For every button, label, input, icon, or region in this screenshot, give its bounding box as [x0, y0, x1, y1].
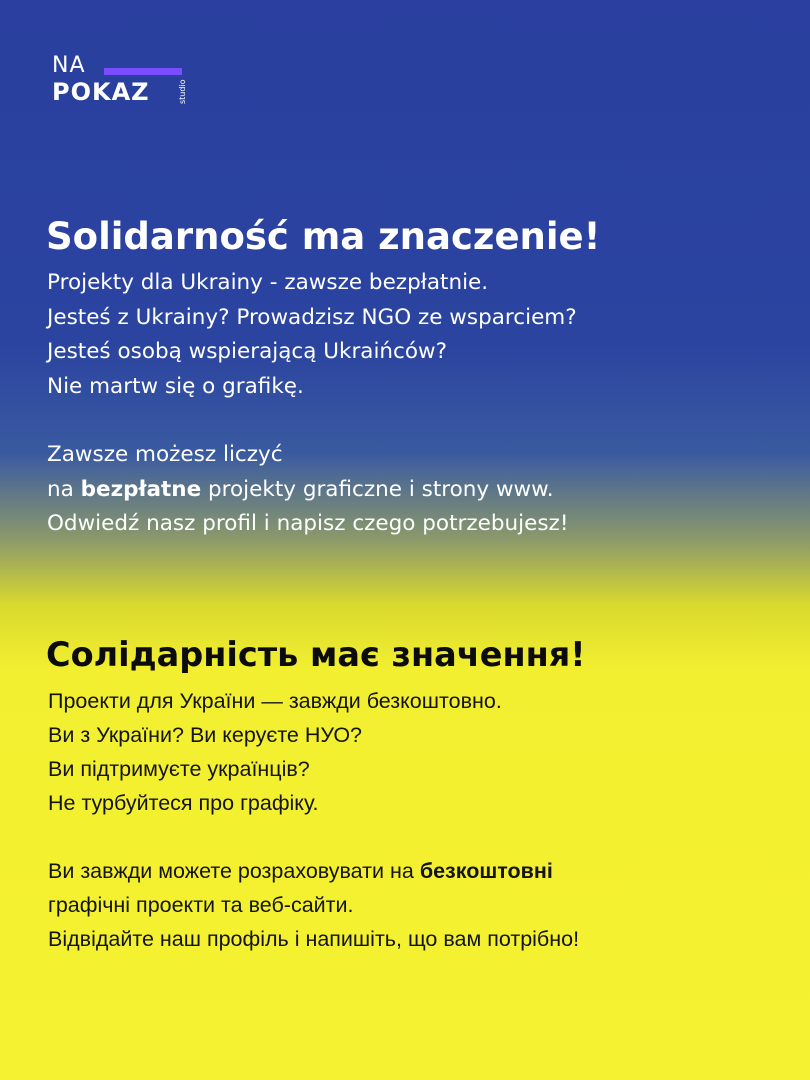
- polish-line-6: [47, 473, 577, 508]
- polish-line-2: Jesteś z Ukrainy? Prowadzisz NGO ze wsparciem?: [47, 304, 577, 330]
- ukrainian-line-7: Відвідайте наш профіль і напишіть, що вам потрібно!: [48, 927, 580, 951]
- paragraph-spacer: [47, 404, 577, 438]
- polish-free-emphasis: bezpłatne: [80, 476, 202, 502]
- ukrainian-line-2: Ви з України? Ви керуєте НУО?: [48, 723, 363, 747]
- polish-line-6-prefix: na: [47, 476, 81, 502]
- polish-heading: Solidarność ma znaczenie!: [46, 215, 601, 258]
- ukrainian-line-6: графічні проекти та веб-сайти.: [48, 893, 354, 917]
- polish-line-3: Jesteś osobą wspierającą Ukraińców?: [47, 339, 448, 364]
- ukrainian-line-4: Не турбуйтеся про графіку.: [48, 791, 319, 815]
- ukrainian-line-3: Ви підтримуєте українців?: [48, 757, 310, 781]
- ukrainian-heading: Солідарність має значення!: [46, 635, 586, 674]
- logo-na-text: NA: [52, 53, 86, 78]
- paragraph-spacer: [48, 820, 579, 854]
- ukrainian-free-emphasis: безкоштовні: [419, 859, 553, 883]
- logo-studio-text: studio: [178, 79, 187, 104]
- polish-line-5: Zawsze możesz liczyć: [47, 442, 283, 467]
- ukrainian-line-5: [48, 854, 579, 888]
- polish-line-1: Projekty dla Ukrainy - zawsze bezpłatnie.: [47, 270, 489, 295]
- ukrainian-message: [48, 684, 579, 956]
- logo-accent-bar: [104, 68, 182, 75]
- logo-pokaz-text: POKAZ: [52, 78, 150, 106]
- ukrainian-line-5-prefix: Ви завжди можете розраховувати на: [48, 859, 420, 883]
- polish-message: [47, 266, 577, 542]
- napokaz-studio-logo: [52, 54, 202, 114]
- ukrainian-line-1: Проекти для України — завжди безкоштовно.: [48, 689, 502, 713]
- polish-line-4: Nie martw się o grafikę.: [47, 373, 304, 399]
- polish-line-7: Odwiedź nasz profil i napisz czego potrzebujesz!: [47, 511, 569, 536]
- polish-line-6-suffix: projekty graficzne i strony www.: [201, 476, 554, 502]
